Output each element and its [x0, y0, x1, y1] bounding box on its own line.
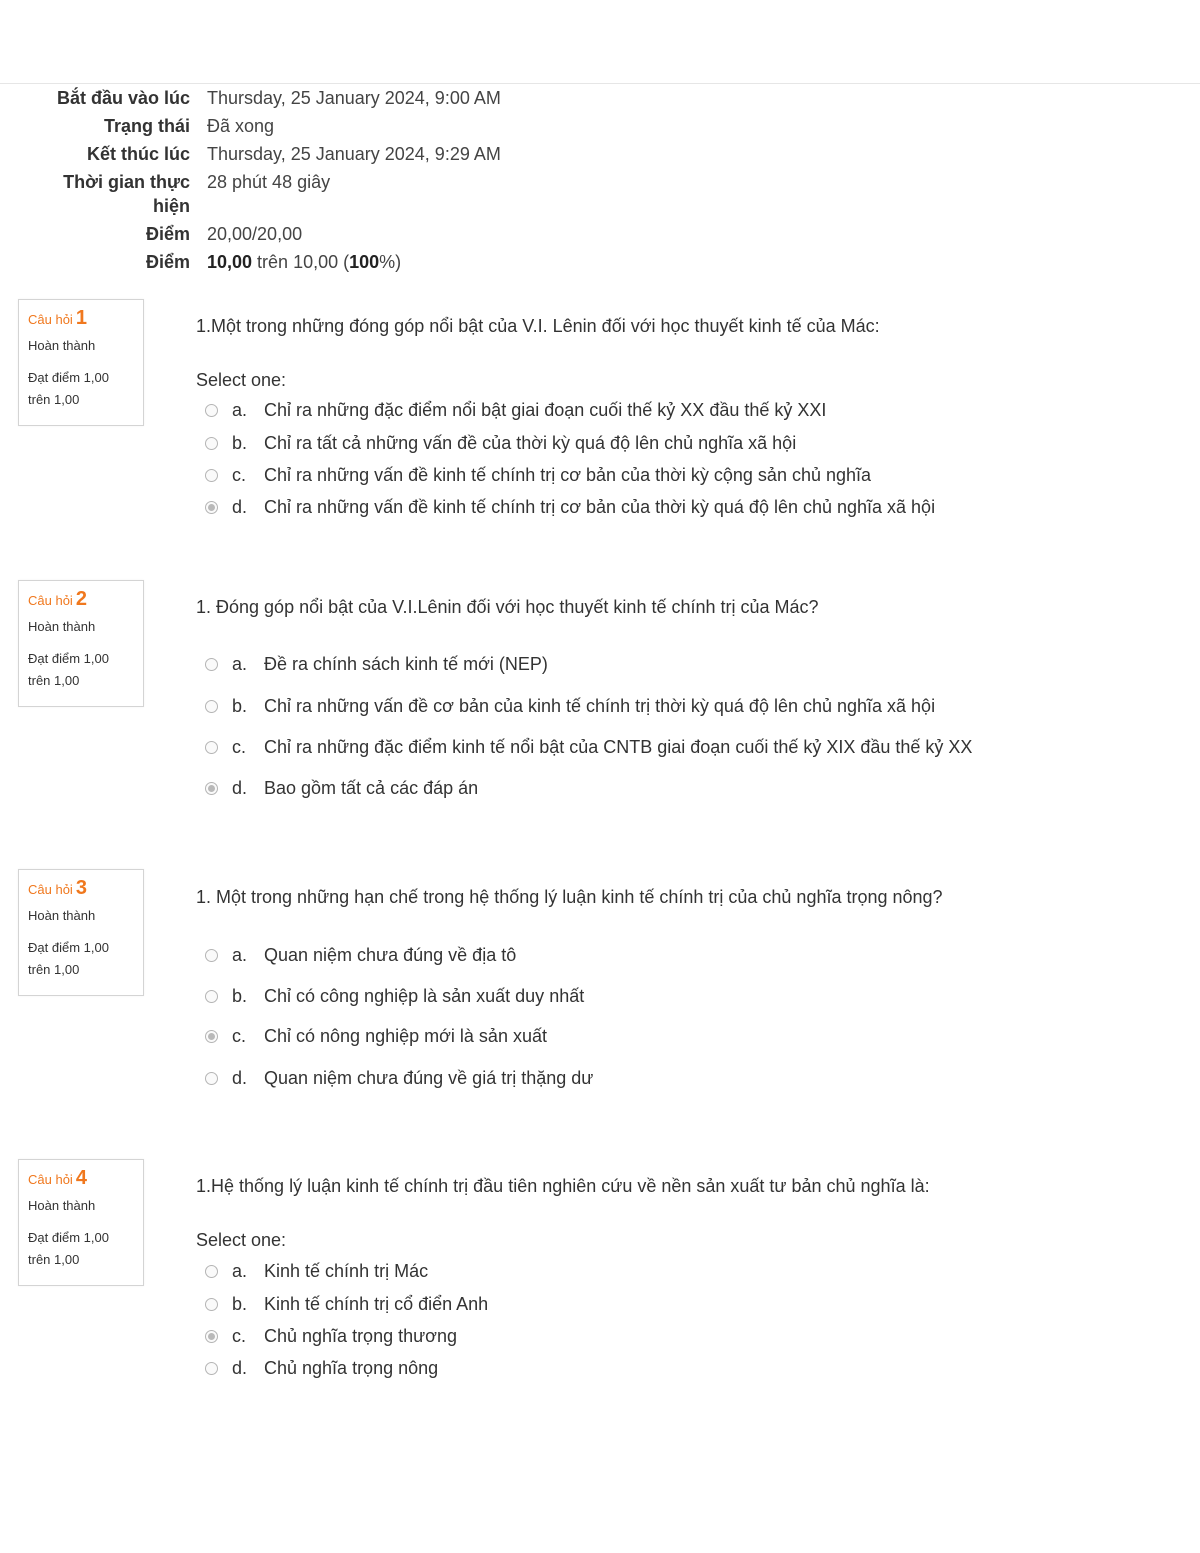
radio-button-checked[interactable] — [205, 1330, 218, 1343]
grade-out-of: trên 10,00 ( — [252, 252, 350, 272]
question-state: Hoàn thành — [28, 1198, 96, 1213]
summary-row-state — [0, 114, 700, 138]
question-info-2 — [18, 580, 144, 707]
summary-row-grade — [0, 250, 700, 274]
select-one-prompt: Select one: — [196, 370, 287, 390]
question-text: 1. Đóng góp nổi bật của V.I.Lênin đối với học thuyết kinh tế chính trị của Mác? — [196, 597, 819, 617]
question-label: Câu hỏi — [28, 312, 73, 327]
option-text: Chủ nghĩa trọng nông — [264, 1358, 439, 1378]
radio-button[interactable] — [205, 1072, 218, 1085]
summary-value: 20,00/20,00 — [207, 224, 303, 244]
option-letter: d. — [232, 1358, 248, 1378]
question-info-4 — [18, 1159, 144, 1286]
question-number — [28, 306, 134, 332]
question-number — [28, 876, 134, 902]
question-grade-line: Đạt điểm 1,00 — [28, 370, 109, 385]
summary-value — [207, 250, 401, 274]
radio-button[interactable] — [205, 658, 218, 671]
summary-label: Trạng thái — [103, 116, 190, 136]
question-grade — [28, 648, 134, 692]
summary-label: Điểm — [145, 224, 190, 244]
radio-button-checked[interactable] — [205, 501, 218, 514]
option-letter: d. — [232, 497, 248, 517]
summary-row-time-taken — [0, 170, 700, 218]
answer-option[interactable] — [205, 737, 972, 758]
option-letter: a. — [232, 654, 248, 674]
question-number-value: 2 — [75, 588, 87, 610]
question-grade — [28, 937, 134, 981]
radio-button[interactable] — [205, 1362, 218, 1375]
option-letter: c. — [232, 737, 247, 757]
option-text: Chỉ có nông nghiệp mới là sản xuất — [264, 1026, 547, 1046]
answer-option[interactable] — [205, 1294, 488, 1315]
option-text: Quan niệm chưa đúng về địa tô — [264, 945, 517, 965]
summary-label: Bắt đầu vào lúc — [56, 88, 190, 108]
question-grade-line: trên 1,00 — [28, 673, 80, 688]
question-grade-line: Đạt điểm 1,00 — [28, 1230, 109, 1245]
answer-option[interactable] — [205, 778, 478, 799]
question-text: 1.Một trong những đóng góp nổi bật của V.I. Lênin đối với học thuyết kinh tế của Mác: — [196, 316, 880, 336]
radio-button[interactable] — [205, 469, 218, 482]
answer-option[interactable] — [205, 400, 826, 421]
answer-option[interactable] — [205, 1068, 593, 1089]
option-letter: a. — [232, 400, 248, 420]
grade-end: %) — [379, 252, 402, 272]
question-number-value: 4 — [75, 1167, 87, 1189]
answer-option[interactable] — [205, 497, 935, 518]
answer-option[interactable] — [205, 654, 548, 675]
question-number-value: 3 — [75, 877, 87, 899]
answer-option[interactable] — [205, 465, 871, 486]
question-grade-line: trên 1,00 — [28, 962, 80, 977]
radio-button[interactable] — [205, 404, 218, 417]
question-number-value: 1 — [75, 307, 87, 329]
radio-button-checked[interactable] — [205, 1030, 218, 1043]
question-grade — [28, 1227, 134, 1271]
question-number — [28, 587, 134, 613]
summary-value: 28 phút 48 giây — [207, 172, 331, 192]
radio-button[interactable] — [205, 700, 218, 713]
option-letter: b. — [232, 1294, 248, 1314]
option-text: Đề ra chính sách kinh tế mới (NEP) — [264, 654, 548, 674]
summary-value: Đã xong — [207, 116, 275, 136]
option-text: Bao gồm tất cả các đáp án — [264, 778, 479, 798]
answer-option[interactable] — [205, 1261, 428, 1282]
option-letter: d. — [232, 778, 248, 798]
question-state: Hoàn thành — [28, 338, 96, 353]
grade-value: 10,00 — [207, 252, 253, 272]
answer-option[interactable] — [205, 1326, 457, 1347]
option-text: Chỉ ra những đặc điểm nổi bật giai đoạn cuối thế kỷ XX đầu thế kỷ XXI — [264, 400, 827, 420]
question-state: Hoàn thành — [28, 619, 96, 634]
question-label: Câu hỏi — [28, 1172, 73, 1187]
summary-value: Thursday, 25 January 2024, 9:00 AM — [207, 88, 501, 108]
answer-option[interactable] — [205, 433, 796, 454]
question-info-3 — [18, 869, 144, 996]
option-text: Chỉ ra những vấn đề kinh tế chính trị cơ bản của thời kỳ quá độ lên chủ nghĩa xã hội — [264, 497, 936, 517]
answer-option[interactable] — [205, 1358, 438, 1379]
grade-percent: 100 — [349, 252, 380, 272]
summary-value: Thursday, 25 January 2024, 9:29 AM — [207, 144, 501, 164]
radio-button[interactable] — [205, 1265, 218, 1278]
option-text: Chỉ ra những đặc điểm kinh tế nổi bật của CNTB giai đoạn cuối thế kỷ XIX đầu thế kỷ XX — [264, 737, 973, 757]
option-text: Chỉ có công nghiệp là sản xuất duy nhất — [264, 986, 585, 1006]
question-grade — [28, 367, 134, 411]
option-letter: c. — [232, 1026, 247, 1046]
summary-row-marks — [0, 222, 700, 246]
radio-button[interactable] — [205, 437, 218, 450]
question-text: 1. Một trong những hạn chế trong hệ thống lý luận kinh tế chính trị của chủ nghĩa trọng nông? — [196, 887, 943, 907]
select-one-prompt: Select one: — [196, 1230, 287, 1250]
option-text: Chủ nghĩa trọng thương — [264, 1326, 457, 1346]
answer-option[interactable] — [205, 696, 935, 717]
attempt-summary — [0, 86, 700, 278]
summary-label: Kết thúc lúc — [86, 144, 190, 164]
radio-button[interactable] — [205, 1298, 218, 1311]
question-text: 1.Hệ thống lý luận kinh tế chính trị đầu tiên nghiên cứu về nền sản xuất tư bản chủ nghĩa là: — [196, 1176, 930, 1196]
option-text: Kinh tế chính trị Mác — [264, 1261, 429, 1281]
option-letter: a. — [232, 945, 248, 965]
option-letter: b. — [232, 696, 248, 716]
radio-button[interactable] — [205, 990, 218, 1003]
question-label: Câu hỏi — [28, 593, 73, 608]
top-divider — [0, 83, 1200, 84]
option-text: Chỉ ra tất cả những vấn đề của thời kỳ quá độ lên chủ nghĩa xã hội — [264, 433, 797, 453]
summary-row-completed — [0, 142, 700, 166]
answer-option[interactable] — [205, 1026, 547, 1047]
question-label: Câu hỏi — [28, 882, 73, 897]
option-letter: a. — [232, 1261, 248, 1281]
radio-button[interactable] — [205, 741, 218, 754]
question-grade-line: trên 1,00 — [28, 392, 80, 407]
option-letter: d. — [232, 1068, 248, 1088]
question-grade-line: Đạt điểm 1,00 — [28, 940, 109, 955]
answer-option[interactable] — [205, 945, 516, 966]
question-grade-line: Đạt điểm 1,00 — [28, 651, 109, 666]
option-letter: b. — [232, 433, 248, 453]
option-letter: b. — [232, 986, 248, 1006]
question-info-1 — [18, 299, 144, 426]
radio-button[interactable] — [205, 949, 218, 962]
answer-option[interactable] — [205, 986, 584, 1007]
option-text: Kinh tế chính trị cổ điển Anh — [264, 1294, 489, 1314]
option-text: Chỉ ra những vấn đề cơ bản của kinh tế chính trị thời kỳ quá độ lên chủ nghĩa xã hội — [264, 696, 936, 716]
option-letter: c. — [232, 465, 247, 485]
summary-label: Thời gian thực hiện — [63, 172, 190, 216]
radio-button-checked[interactable] — [205, 782, 218, 795]
option-text: Quan niệm chưa đúng về giá trị thặng dư — [264, 1068, 594, 1088]
option-text: Chỉ ra những vấn đề kinh tế chính trị cơ bản của thời kỳ cộng sản chủ nghĩa — [264, 465, 872, 485]
question-number — [28, 1166, 134, 1192]
option-letter: c. — [232, 1326, 247, 1346]
summary-label: Điểm — [145, 252, 190, 272]
summary-row-started — [0, 86, 700, 110]
question-grade-line: trên 1,00 — [28, 1252, 80, 1267]
question-state: Hoàn thành — [28, 908, 96, 923]
